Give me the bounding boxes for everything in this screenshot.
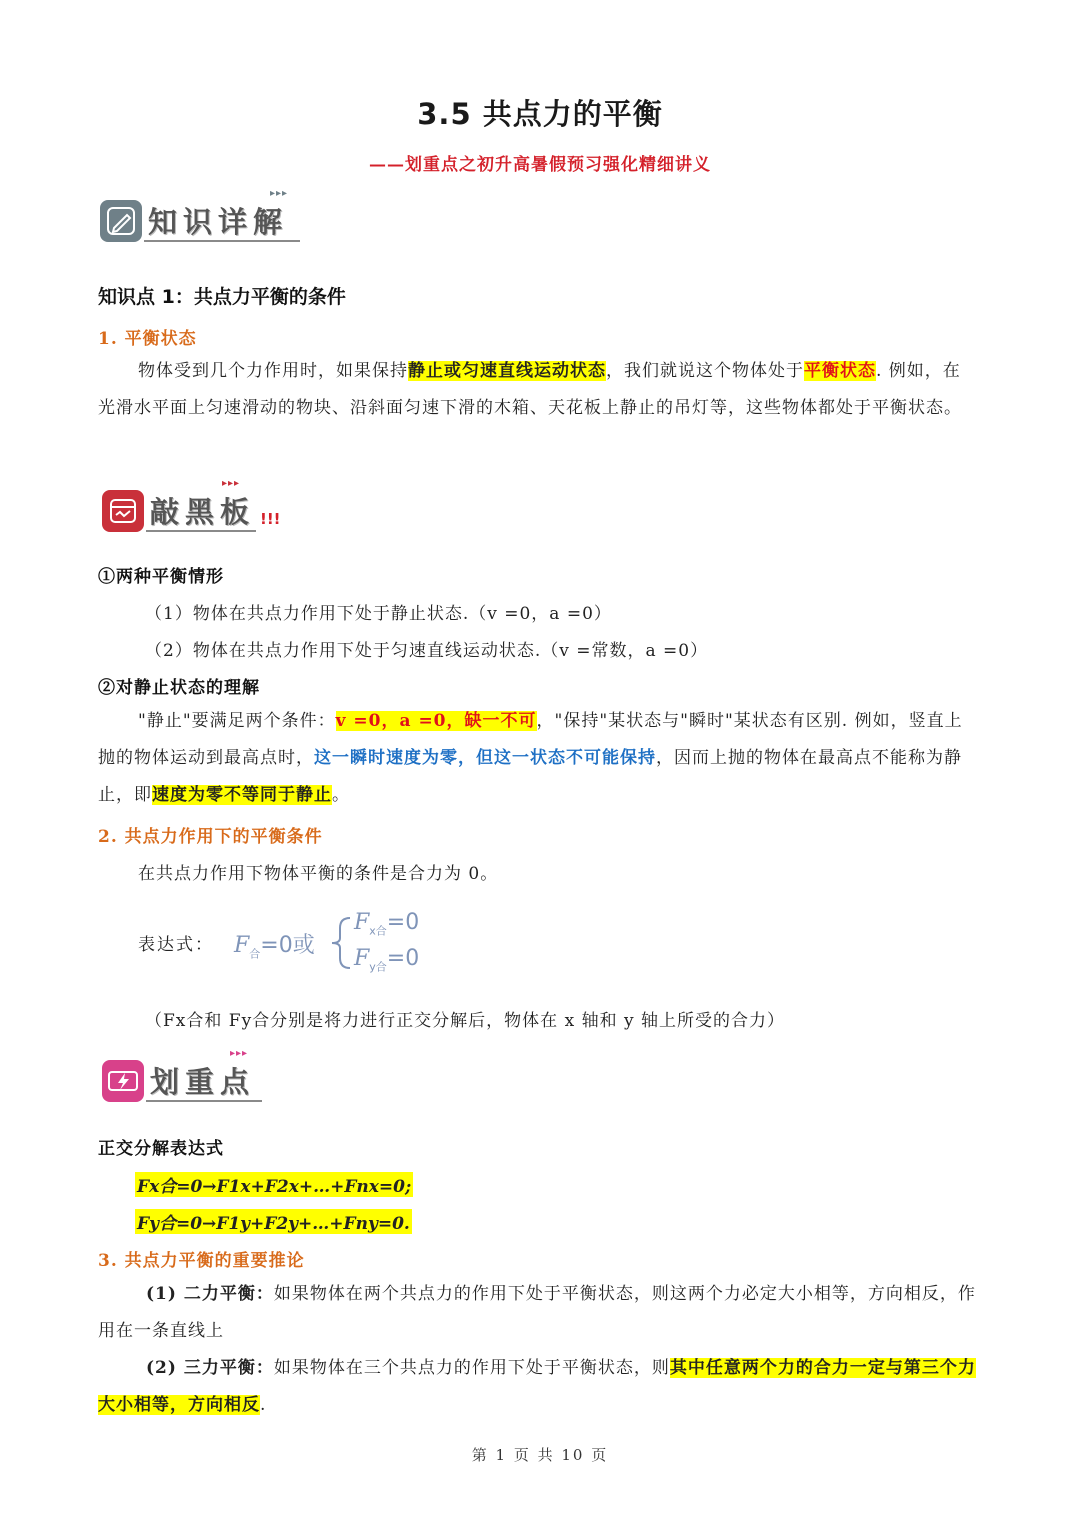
banner-keypoint <box>102 1048 282 1108</box>
highlight-span: 平衡状态 <box>804 361 876 381</box>
s1-heading: 1. 平衡状态 <box>98 329 197 349</box>
formula-sub: y合 <box>369 960 387 974</box>
board-item1: （1）物体在共点力作用下处于静止状态.（v =0，a =0） <box>145 604 612 624</box>
text-span: . 例如，在光滑水平面上匀速滑动的物块、沿斜面匀速下滑的木箱、天花板上静止的吊灯等，这些物体都处于平衡状态。 <box>98 361 962 418</box>
equilibrium-formula <box>234 910 454 974</box>
banner-underline <box>146 1100 262 1102</box>
banner-underline <box>144 240 300 242</box>
formula-rest: =0或 <box>260 933 315 958</box>
formula-fx: Fx合=0→F1x+F2x+…+Fnx=0; <box>135 1172 413 1197</box>
arrows-icon: ▸▸▸ <box>230 1048 249 1059</box>
banner-underline <box>146 530 256 532</box>
formula-main <box>234 928 315 961</box>
banner-knowledge-text: 知识详解 <box>148 205 289 239</box>
blue-text-span: 这一瞬时速度为零，但这一状态不可能保持 <box>314 748 656 768</box>
bold-span: (2) 三力平衡： <box>146 1358 274 1378</box>
kp1-heading: 知识点 1：共点力平衡的条件 <box>98 286 346 308</box>
s2-text: 在共点力作用下物体平衡的条件是合力为 0。 <box>138 864 499 884</box>
pencil-icon <box>100 200 142 242</box>
page-footer: 第 1 页 共 10 页 <box>471 1446 609 1464</box>
banner-blackboard <box>102 478 302 538</box>
s3-paragraph-2 <box>98 1350 988 1424</box>
bold-span: (1) 二力平衡： <box>146 1284 274 1304</box>
board-paragraph <box>98 703 978 814</box>
formula-sub: 合 <box>249 947 261 961</box>
s3-paragraph-1 <box>98 1276 988 1350</box>
banner-blackboard-text: 敲黑板 <box>150 495 256 529</box>
s1-paragraph <box>98 353 978 427</box>
lightning-icon <box>102 1060 144 1102</box>
text-span: 如果物体在三个共点力的作用下处于平衡状态，则 <box>273 1358 670 1378</box>
board-h1: ①两种平衡情形 <box>98 567 224 587</box>
formula-y <box>354 946 419 974</box>
text-span: ，因而上抛的物体在最高点不能称为静止，即 <box>98 748 962 805</box>
formula-rest: =0 <box>386 910 420 935</box>
formula-symbol: F <box>354 910 370 935</box>
formula-rest: =0 <box>386 946 420 971</box>
highlight-span: 静止或匀速直线运动状态 <box>408 361 606 381</box>
banner-keypoint-text: 划重点 <box>150 1065 256 1099</box>
s3-heading: 3. 共点力平衡的重要推论 <box>98 1251 305 1271</box>
formula-label: 表达式： <box>138 935 214 955</box>
formula-sub: x合 <box>369 924 387 938</box>
keypoint-heading: 正交分解表达式 <box>98 1139 224 1159</box>
formula-fy: Fy合=0→F1y+F2y+…+Fny=0. <box>135 1209 412 1234</box>
exclaim-text: !!! <box>260 510 281 528</box>
board-icon <box>102 490 144 532</box>
text-span: 如果物体在两个共点力的作用下处于平衡状态，则这两个力必定大小相等，方向相反，作用在一条直线上 <box>98 1284 976 1341</box>
formula-x <box>354 910 419 938</box>
arrows-icon: ▸▸▸ <box>222 478 241 489</box>
text-span: ，"保持"某状态与"瞬时"某状态有区别. 例如，竖直上抛的物体运动到最高点时， <box>98 711 963 768</box>
text-span: ，我们就说这个物体处于 <box>606 361 804 381</box>
formula-symbol: F <box>354 946 370 971</box>
formula-symbol: F <box>234 933 250 958</box>
brace-icon <box>324 914 354 972</box>
board-item2: （2）物体在共点力作用下处于匀速直线运动状态.（v =常数，a =0） <box>145 641 709 661</box>
board-h2: ②对静止状态的理解 <box>98 678 260 698</box>
formula-note: （Fx合和 Fy合分别是将力进行正交分解后，物体在 x 轴和 y 轴上所受的合力） <box>145 1011 785 1031</box>
highlight-span: 速度为零不等同于静止 <box>152 785 332 805</box>
highlight-span: v =0，a =0，缺一不可 <box>335 711 537 731</box>
page-subtitle: ——划重点之初升高暑假预习强化精细讲义 <box>369 155 711 175</box>
text-span: "静止"要满足两个条件： <box>138 711 336 731</box>
highlight-span: 其中任意两个力的合力一定与第三个力大小相等，方向相反 <box>98 1358 976 1415</box>
arrows-icon: ▸▸▸ <box>270 188 289 199</box>
s2-heading: 2. 共点力作用下的平衡条件 <box>98 827 323 847</box>
text-span: . <box>260 1395 267 1415</box>
page-title: 3.5 共点力的平衡 <box>417 97 663 131</box>
banner-knowledge <box>100 188 320 248</box>
text-span: 。 <box>332 785 350 805</box>
text-span: 物体受到几个力作用时，如果保持 <box>138 361 408 381</box>
